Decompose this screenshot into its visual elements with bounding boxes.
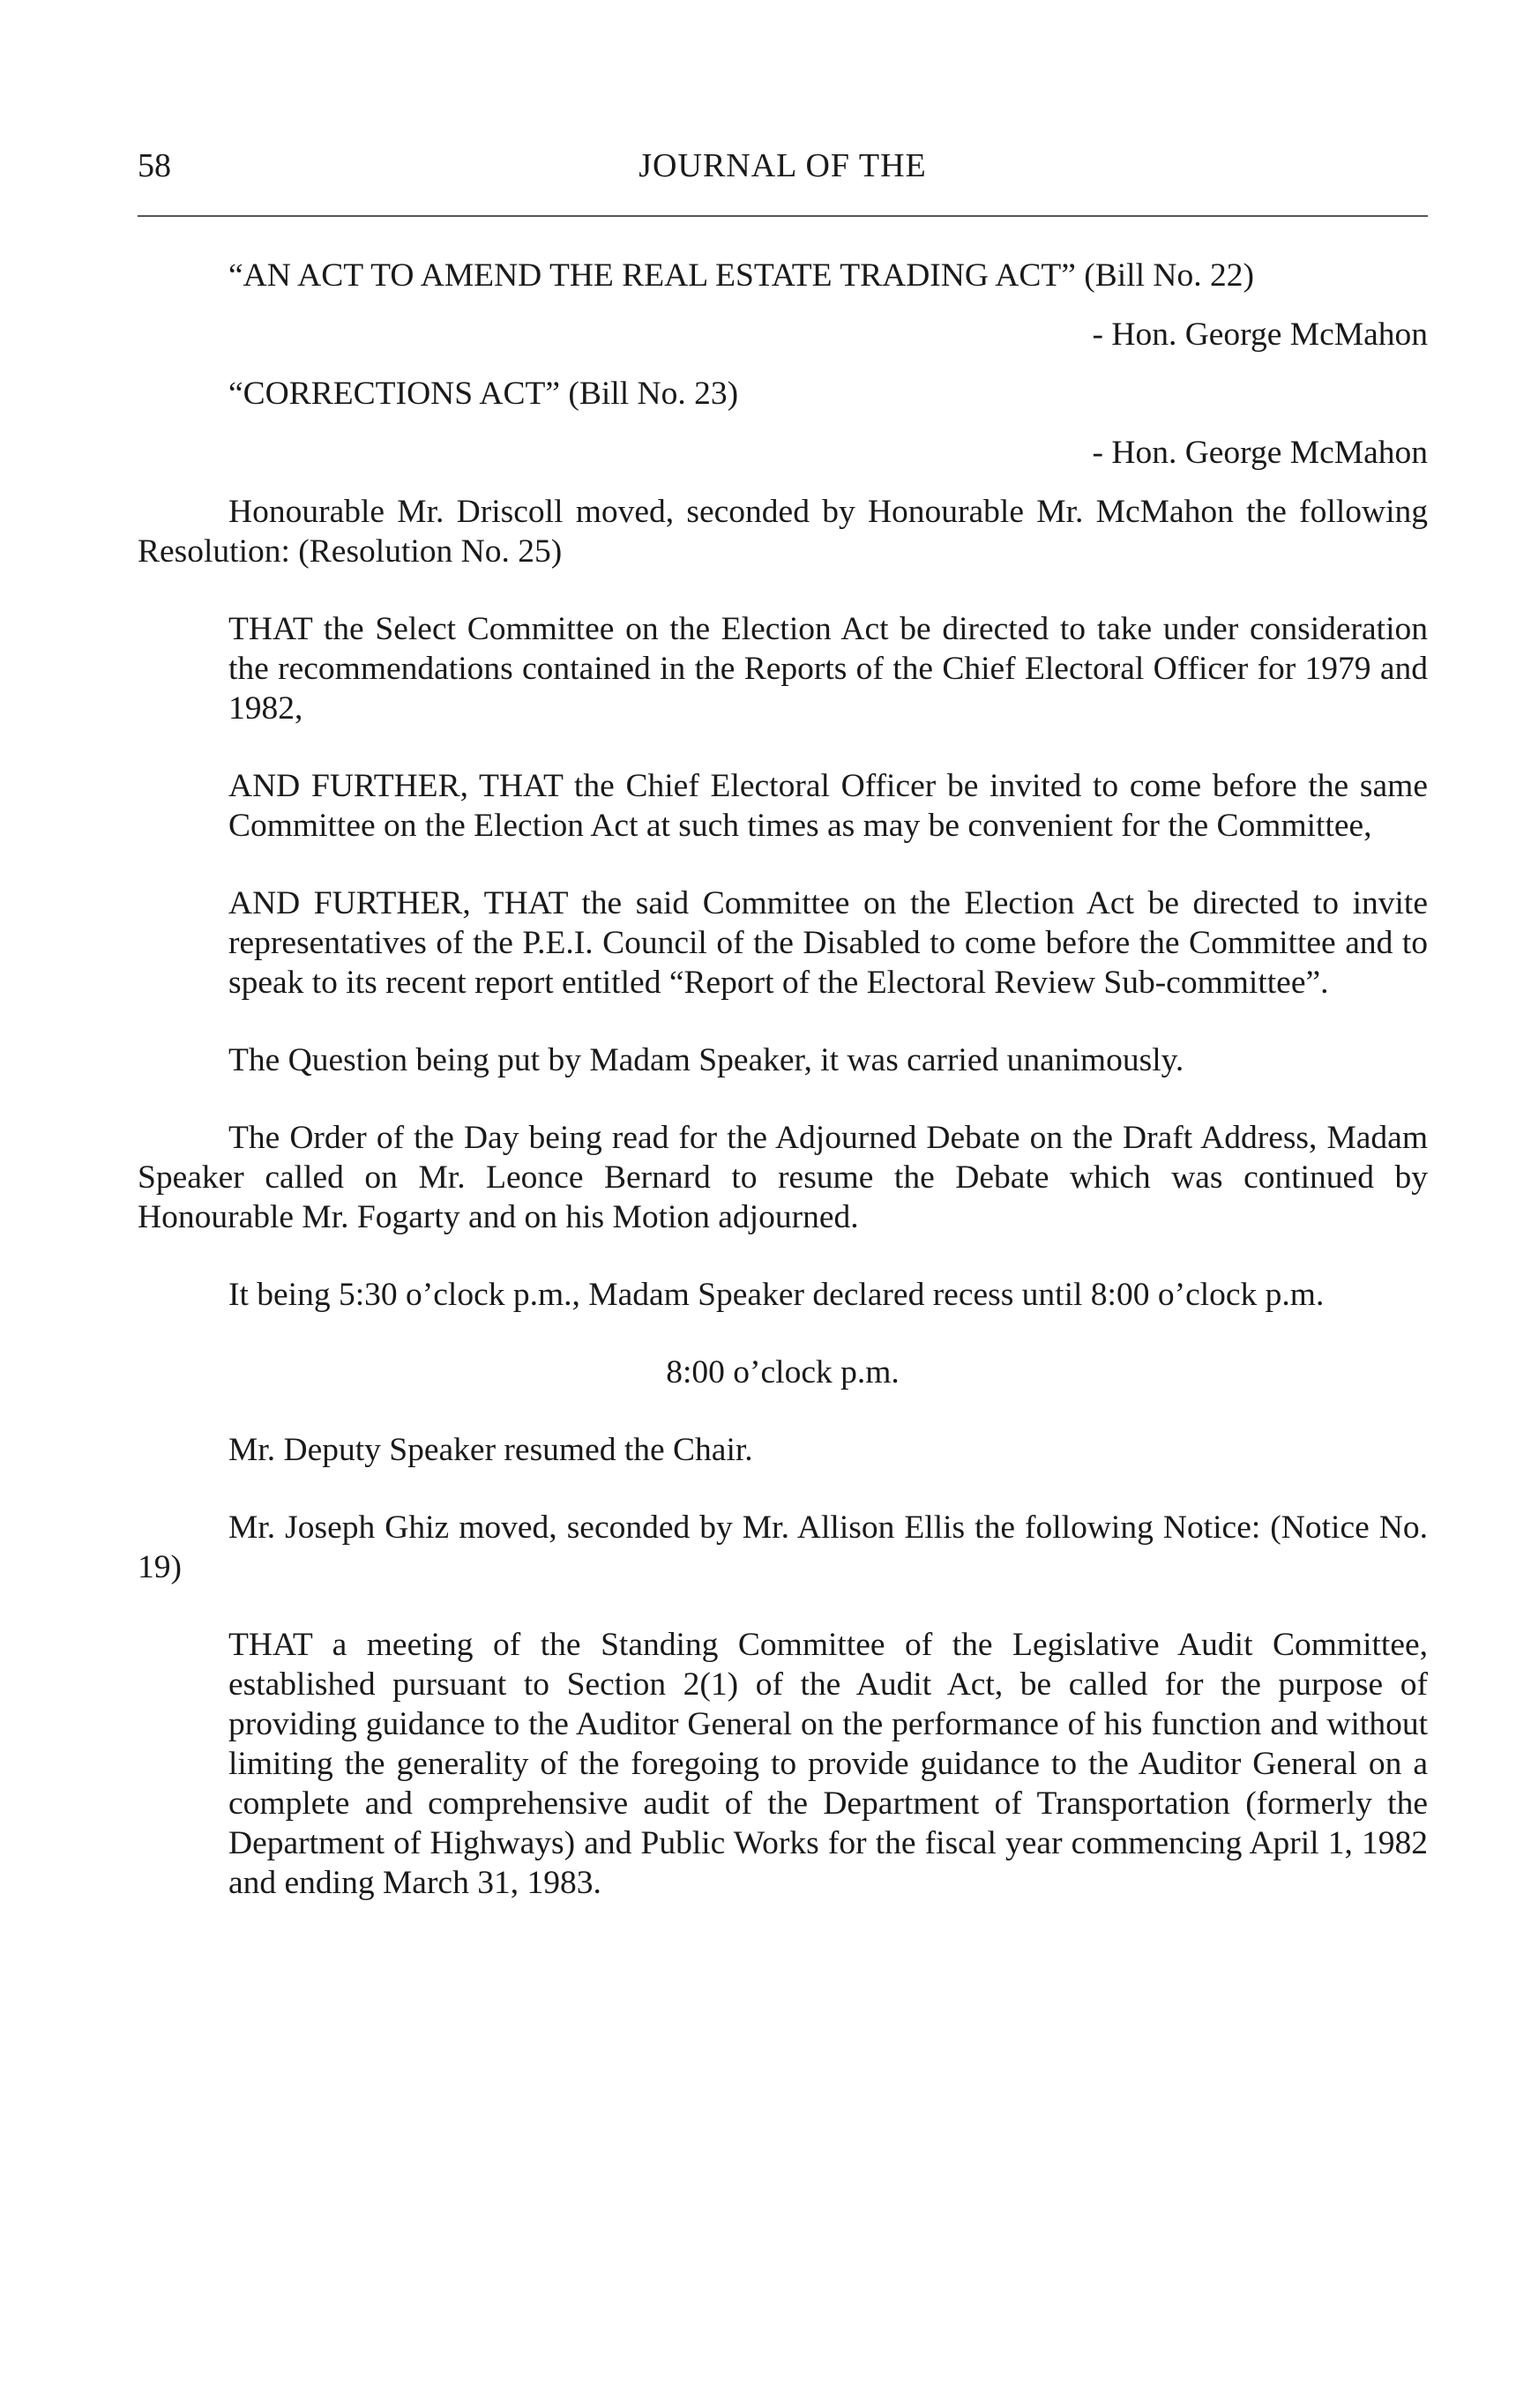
resolution-intro: Honourable Mr. Driscoll moved, seconded by Honourable Mr. McMahon the following Resolution: (Resolution No. 25): [138, 494, 1428, 570]
bill-sponsor: - Hon. George McMahon: [1092, 317, 1428, 353]
bill-title: “CORRECTIONS ACT” (Bill No. 23): [228, 376, 739, 412]
chair-resumed: Mr. Deputy Speaker resumed the Chair.: [228, 1432, 753, 1468]
page-body: [138, 256, 1428, 1903]
bill-title: “AN ACT TO AMEND THE REAL ESTATE TRADING ACT” (Bill No. 22): [228, 257, 1254, 294]
header-rule: [138, 215, 1428, 217]
order-of-day: The Order of the Day being read for the Adjourned Debate on the Draft Address, Madam Speaker called on Mr. Leonce Bernard to resume the Debate which was continued by Honourable Mr. Fogarty and on his Motion adjourned.: [138, 1120, 1428, 1235]
question-put: The Question being put by Madam Speaker, it was carried unanimously.: [228, 1042, 1184, 1078]
page-number: 58: [138, 147, 171, 184]
notice-clause: THAT a meeting of the Standing Committee of the Legislative Audit Committee, established pursuant to Section 2(1) of the Audit Act, be called for the purpose of providing guidance to the Auditor General on the performance of his function and without limiting the generality of the foregoing to provide guidance to the Auditor General on a complete and comprehensive audit of the Department of Transportation (formerly the Department of Highways) and Public Works for the fiscal year commencing April 1, 1982 and ending March 31, 1983.: [228, 1627, 1428, 1901]
resolution-clause: THAT the Select Committee on the Election Act be directed to take under consideration the recommendations contained in the Reports of the Chief Electoral Officer for 1979 and 1982,: [228, 611, 1428, 727]
time-heading: 8:00 o’clock p.m.: [666, 1354, 900, 1390]
running-head: JOURNAL OF THE: [639, 147, 927, 184]
page-header: [138, 141, 1428, 190]
recess-statement: It being 5:30 o’clock p.m., Madam Speaker declared recess until 8:00 o’clock p.m.: [228, 1277, 1325, 1313]
resolution-clause: AND FURTHER, THAT the said Committee on the Election Act be directed to invite representatives of the P.E.I. Council of the Disabled to come before the Committee and to speak to its recent report entitled “Report of the Electoral Review Sub-committee”.: [228, 885, 1428, 1001]
bill-sponsor: - Hon. George McMahon: [1092, 435, 1428, 471]
resolution-clause: AND FURTHER, THAT the Chief Electoral Officer be invited to come before the same Committee on the Election Act at such times as may be convenient for the Committee,: [228, 768, 1428, 844]
notice-intro: Mr. Joseph Ghiz moved, seconded by Mr. Allison Ellis the following Notice: (Notice No. 19): [138, 1510, 1428, 1585]
